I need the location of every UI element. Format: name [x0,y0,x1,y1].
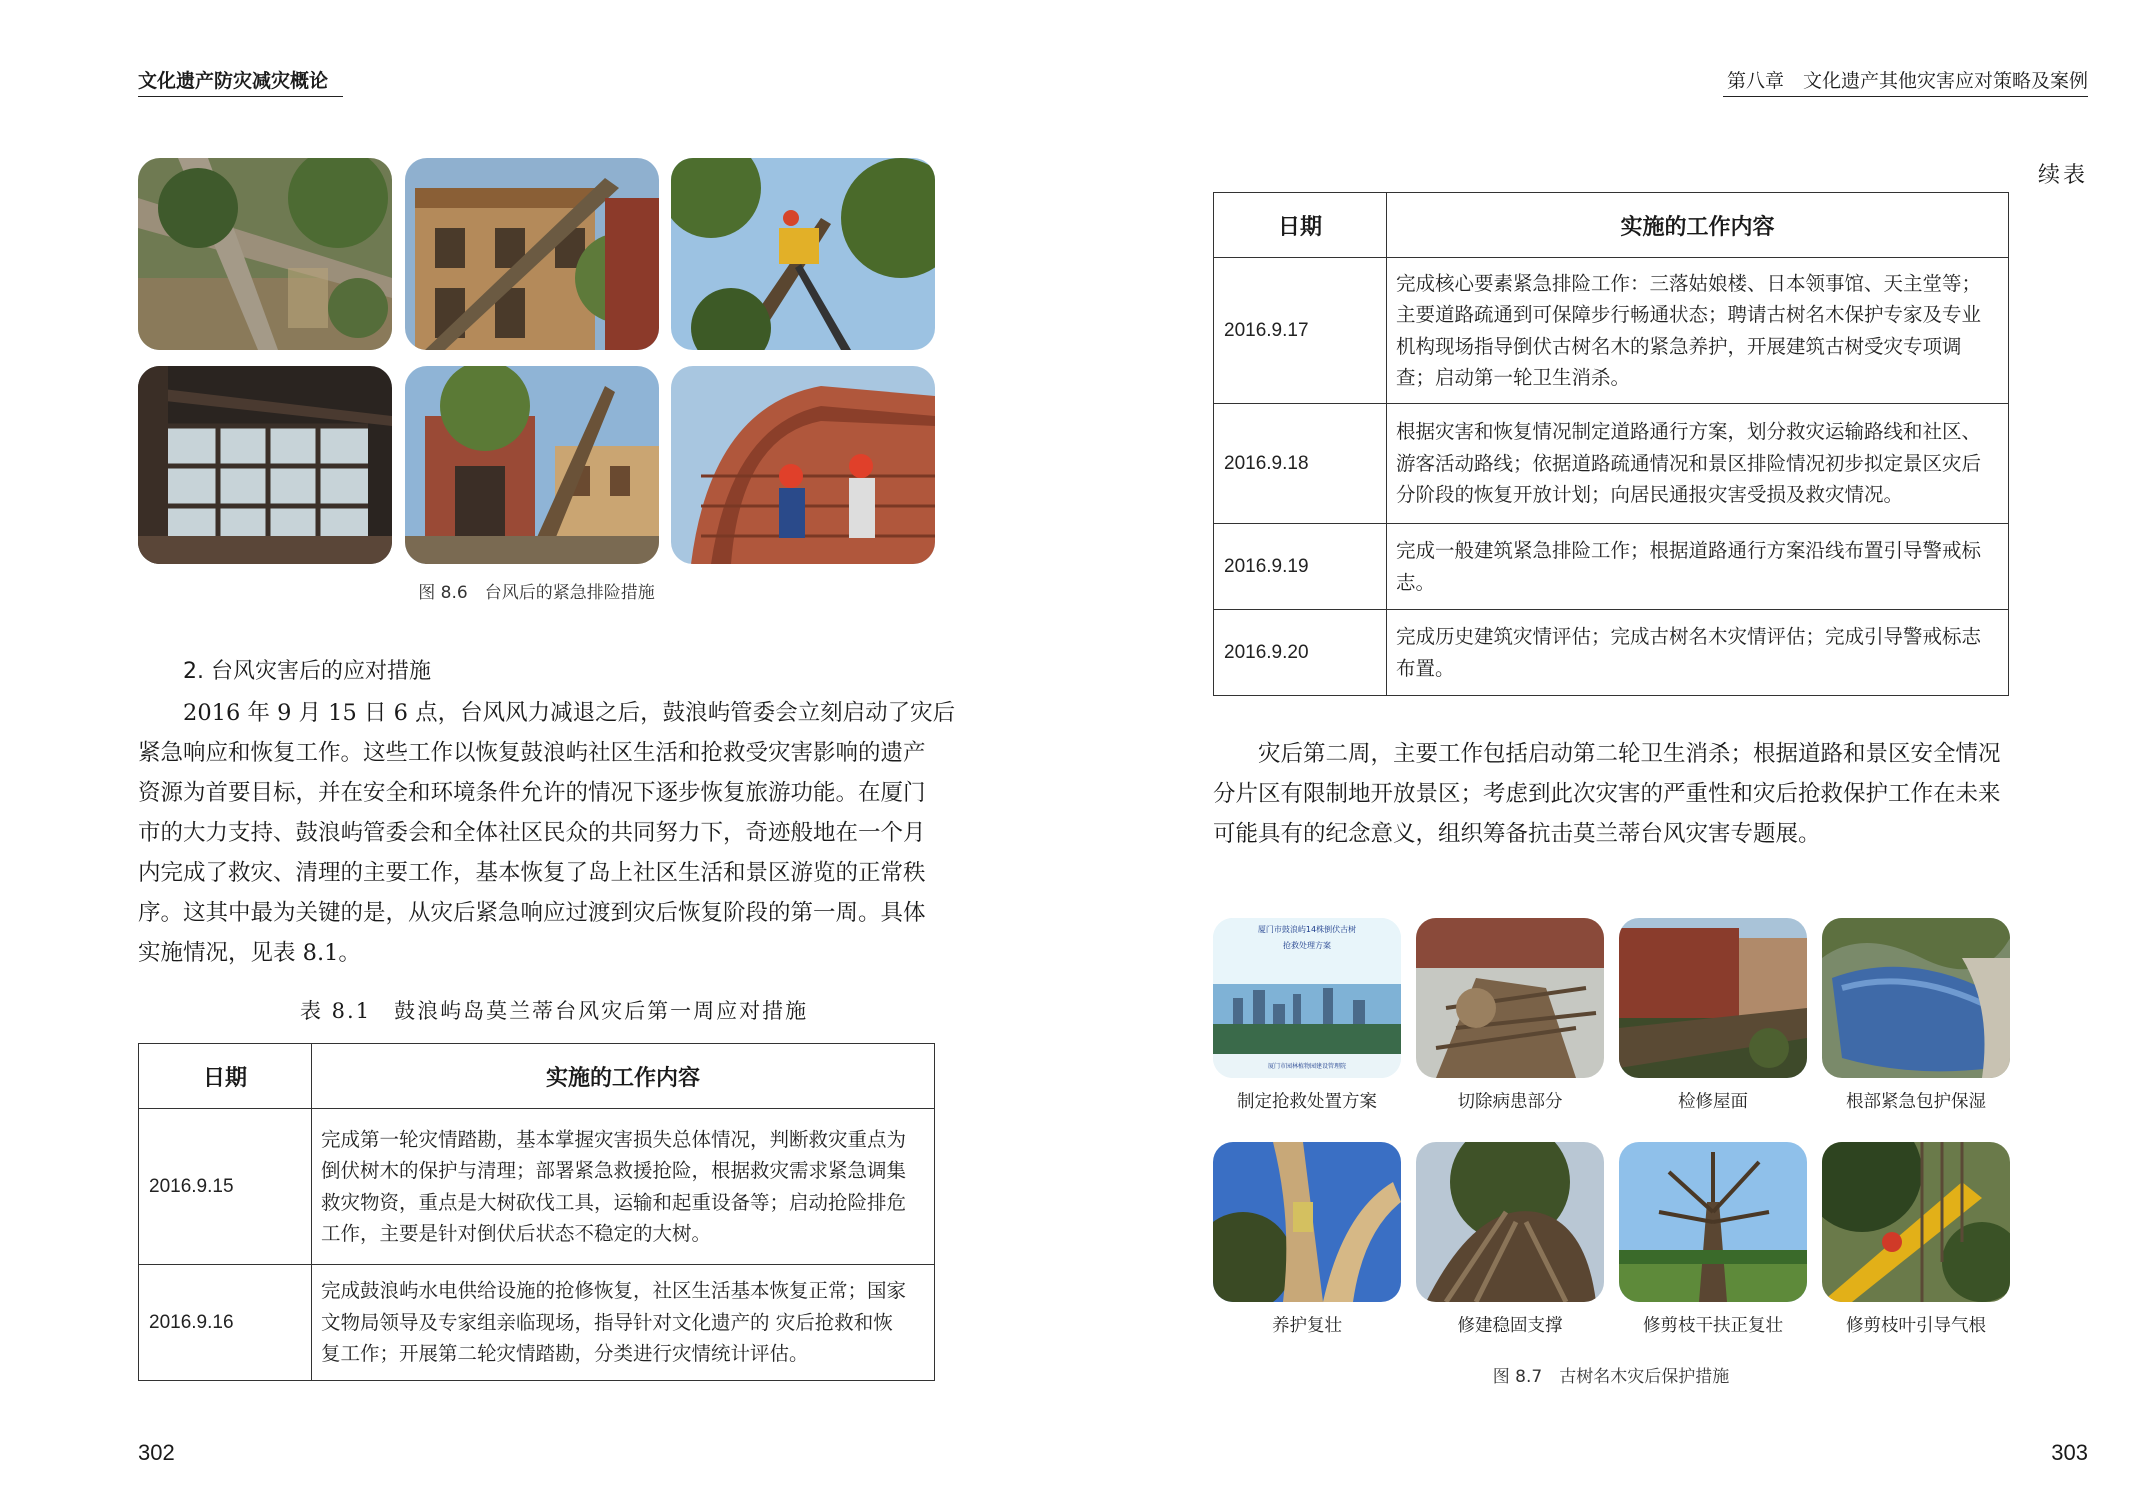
table-row [1214,404,2009,524]
photo-caption: 养护复壮 [1272,1316,1342,1336]
table-title-8-1: 表 8.1 鼓浪屿岛莫兰蒂台风灾后第一周应对措施 [300,999,809,1023]
poster-footer: 厦门市园林植物园建设管理院 [1267,1063,1347,1070]
paragraph-line: 内完成了救灾、清理的主要工作，基本恢复了岛上社区生活和景区游览的正常秩 [138,860,926,886]
photo-caption: 切除病患部分 [1457,1092,1563,1112]
photo-fallen-tree-workers [138,158,392,350]
content-line: 复工作；开展第二轮灾情踏勘，分类进行灾情统计评估。 [321,1342,809,1366]
content-line: 布置。 [1396,656,1455,680]
photo-plan-document-cover [1213,918,1401,1078]
content-line: 查；启动第一轮卫生消杀。 [1396,366,1631,389]
running-head-left: 文化遗产防灾减灾概论 [138,70,329,92]
table-row [1214,258,2009,404]
content-line: 文物局领导及专家组亲临现场，指导针对文化遗产的 灾后抢救和恢 [321,1310,893,1334]
section-heading: 2. 台风灾害后的应对措施 [183,659,431,684]
table-8-1 [138,1043,935,1381]
content-line: 完成历史建筑灾情评估；完成古树名木灾情评估；完成引导警戒标志 [1396,625,1982,648]
paragraph-line: 分片区有限制地开放景区；考虑到此次灾害的严重性和灾后抢救保护工作在未来 [1213,781,2001,807]
header-content: 实施的工作内容 [1387,193,2009,258]
row-content [1387,258,2009,404]
photo-colonial-building-fallen-tree [405,158,659,350]
page-number-right: 303 [2051,1440,2088,1465]
content-line: 完成鼓浪屿水电供给设施的抢修恢复，社区生活基本恢复正常；国家 [321,1279,907,1303]
photo-support-structure [1416,1142,1604,1302]
row-date: 2016.9.15 [139,1109,312,1265]
table-row [1214,524,2009,610]
header-rule-right [1723,96,2088,97]
photo-roof-repair-workers [671,366,935,564]
left-body-paragraph [138,693,956,973]
paragraph-line: 2016 年 9 月 15 日 6 点，台风风力减退之后，鼓浪屿管委会立刻启动了灾后 [183,700,956,726]
content-line: 主要道路疏通到可保障步行畅通状态；聘请古树名木保护专家及专业 [1396,303,1982,326]
photo-damaged-window-frames [138,366,392,564]
row-date: 2016.9.17 [1214,258,1387,404]
row-content [1387,404,2009,524]
table-header-row [1214,193,2009,258]
page-number-left: 302 [138,1440,175,1465]
row-date: 2016.9.16 [139,1265,312,1381]
header-date: 日期 [139,1044,312,1109]
header-date: 日期 [1214,193,1387,258]
table-row [139,1265,935,1381]
paragraph-line: 资源为首要目标，并在安全和环境条件允许的情况下逐步恢复旅游功能。在厦门 [138,780,926,806]
content-line: 工作，主要是针对倒伏后状态不稳定的大树。 [321,1222,712,1245]
figure-caption-8-7: 图 8.7 古树名木灾后保护措施 [1492,1367,1730,1387]
content-line: 游客活动路线；依据道路疏通情况和景区排险情况初步拟定景区灾后 [1396,451,1982,475]
right-body-paragraph [1213,734,2009,854]
photo-bucket-lift-crew [671,158,935,350]
content-line: 倒伏树木的保护与清理；部署紧急救援抢险，根据救灾需求紧急调集 [321,1159,907,1182]
header-content: 实施的工作内容 [312,1044,935,1109]
photo-caption: 检修屋面 [1678,1092,1748,1112]
photo-caption: 制定抢救处置方案 [1237,1092,1377,1112]
photo-root-wrapping [1822,918,2010,1078]
paragraph-line: 可能具有的纪念意义，组织筹备抗击莫兰蒂台风灾害专题展。 [1213,821,1821,847]
photo-cut-diseased-part [1416,918,1604,1078]
content-line: 分阶段的恢复开放计划；向居民通报灾害受损及救灾情况。 [1396,483,1904,507]
photo-aerial-root-guidance [1822,1142,2010,1302]
photo-caption: 根部紧急包护保湿 [1846,1092,1986,1112]
content-line: 志。 [1396,570,1436,594]
row-content [1387,524,2009,610]
content-line: 完成一般建筑紧急排险工作；根据道路通行方案沿线布置引导警戒标 [1396,539,1982,562]
photo-roof-inspection [1619,918,1807,1078]
photo-caption: 修建稳固支撑 [1457,1316,1563,1336]
paragraph-line: 灾后第二周，主要工作包括启动第二轮卫生消杀；根据道路和景区安全情况 [1258,741,2001,767]
row-content [1387,610,2009,696]
header-rule-left [138,96,343,97]
figure-caption-8-6: 图 8.6 台风后的紧急排险措施 [418,583,655,603]
content-line: 根据灾害和恢复情况制定道路通行方案，划分救灾运输路线和社区、 [1396,420,1982,444]
row-content [312,1109,935,1265]
paragraph-line: 紧急响应和恢复工作。这些工作以恢复鼓浪屿社区生活和抢救受灾害影响的遗产 [138,740,926,766]
row-date: 2016.9.18 [1214,404,1387,524]
poster-title-line2: 抢救处理方案 [1283,941,1331,950]
table-row [139,1109,935,1265]
continued-label: 续表 [2037,163,2088,188]
content-line: 机构现场指导倒伏古树名木的紧急养护，开展建筑古树受灾专项调 [1396,334,1962,358]
content-line: 完成第一轮灾情踏勘，基本掌握灾害损失总体情况，判断救灾重点为 [321,1127,907,1151]
content-line: 完成核心要素紧急排险工作：三落姑娘楼、日本领事馆、天主堂等； [1396,271,1982,295]
photo-gate-tree-debris [405,366,659,564]
photo-pruned-tree-righting [1619,1142,1807,1302]
photo-caption: 修剪枝干扶正复壮 [1643,1316,1783,1336]
paragraph-line: 序。这其中最为关键的是，从灾后紧急响应过渡到灾后恢复阶段的第一周。具体 [138,900,926,926]
paragraph-line: 市的大力支持、鼓浪屿管委会和全体社区民众的共同努力下，奇迹般地在一个月 [138,820,926,846]
table-row [1214,610,2009,696]
photo-caption: 修剪枝叶引导气根 [1846,1316,1986,1336]
right-page [1071,0,2142,1512]
photo-tree-trunk-care [1213,1142,1401,1302]
row-date: 2016.9.20 [1214,610,1387,696]
row-content [312,1265,935,1381]
paragraph-line: 实施情况，见表 8.1。 [138,940,361,966]
running-head-right: 第八章 文化遗产其他灾害应对策略及案例 [1726,70,2088,92]
row-date: 2016.9.19 [1214,524,1387,610]
content-line: 救灾物资，重点是大树砍伐工具，运输和起重设备等；启动抢险排危 [321,1190,907,1214]
poster-title-line1: 厦门市鼓浪屿14株倒伏古树 [1257,925,1357,934]
table-8-1-continued [1213,192,2009,696]
table-header-row [139,1044,935,1109]
